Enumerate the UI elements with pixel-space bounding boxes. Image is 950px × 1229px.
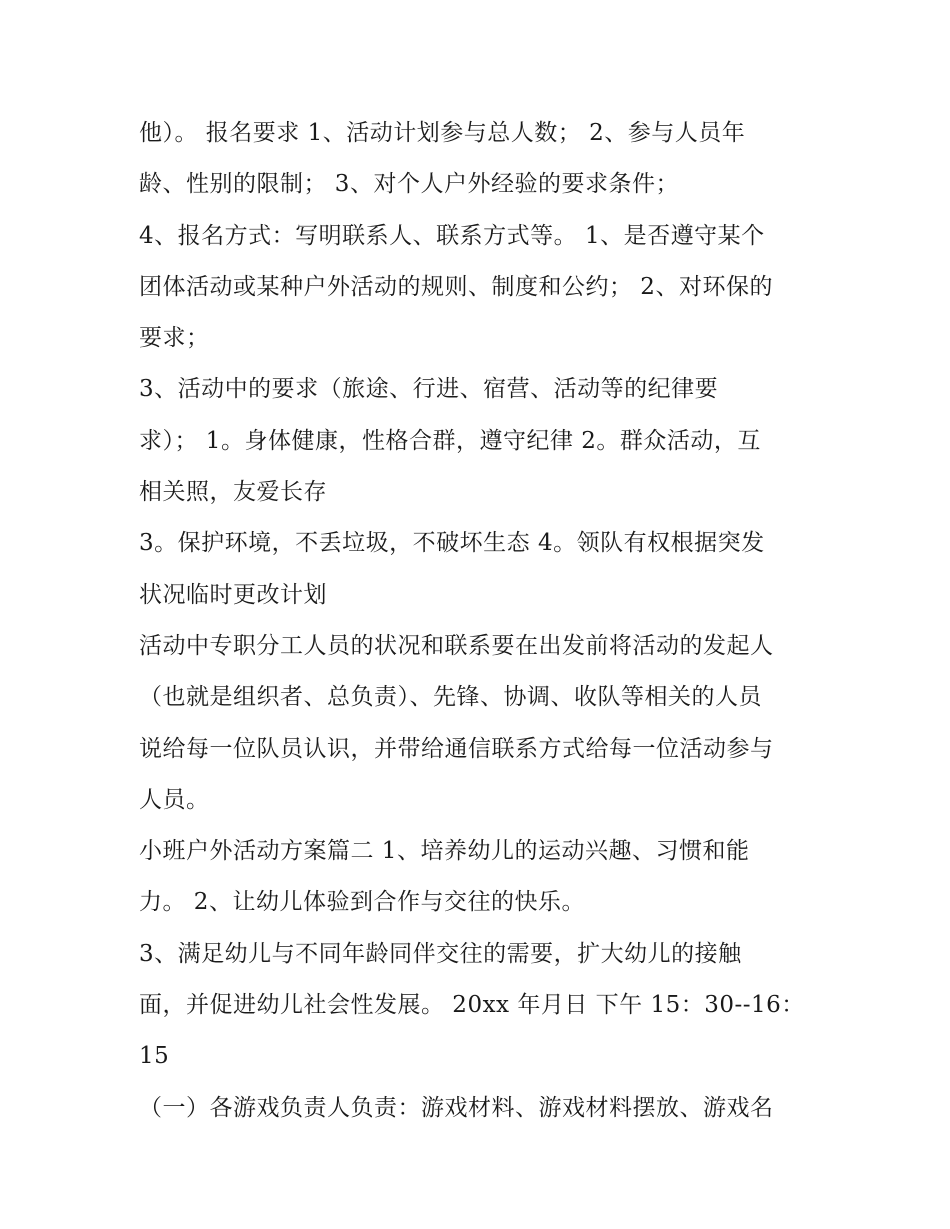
text-line: 要求； <box>139 325 210 352</box>
text-line: 4、报名方式：写明联系人、联系方式等。 1、是否遵守某个 <box>139 222 765 249</box>
text-line: 15 <box>139 1043 170 1070</box>
document-body <box>139 108 829 1134</box>
text-line: 面，并促进幼儿社会性发展。 20xx 年月日 下午 15：30--16： <box>139 992 805 1019</box>
text-line: （一）各游戏负责人负责：游戏材料、游戏材料摆放、游戏名 <box>139 1094 774 1121</box>
text-line: 团体活动或某种户外活动的规则、制度和公约； 2、对环保的 <box>139 273 773 300</box>
text-line: 人员。 <box>139 786 210 813</box>
text-line: 3。保护环境，不丢垃圾，不破坏生态 4。领队有权根据突发 <box>139 530 765 557</box>
text-line: 活动中专职分工人员的状况和联系要在出发前将活动的发起人 <box>139 632 774 659</box>
text-line: 求）； 1。身体健康，性格合群，遵守纪律 2。群众活动，互 <box>139 427 761 454</box>
text-line: 龄、性别的限制； 3、对个人户外经验的要求条件； <box>139 171 679 198</box>
text-line: 小班户外活动方案篇二 1、培养幼儿的运动兴趣、习惯和能 <box>139 838 750 865</box>
text-line: 他）。 报名要求 1、活动计划参与总人数； 2、参与人员年 <box>139 120 746 146</box>
text-line: 说给每一位队员认识，并带给通信联系方式给每一位活动参与 <box>139 735 774 762</box>
text-line: 状况临时更改计划 <box>139 581 327 608</box>
text-line: 相关照，友爱长存 <box>139 479 327 506</box>
text-line: 力。 2、让幼儿体验到合作与交往的快乐。 <box>139 889 585 916</box>
text-line: 3、满足幼儿与不同年龄同伴交往的需要，扩大幼儿的接触 <box>139 940 742 967</box>
text-line: （也就是组织者、总负责）、先锋、协调、收队等相关的人员 <box>139 684 762 711</box>
text-line: 3、活动中的要求（旅途、行进、宿营、活动等的纪律要 <box>139 376 719 403</box>
